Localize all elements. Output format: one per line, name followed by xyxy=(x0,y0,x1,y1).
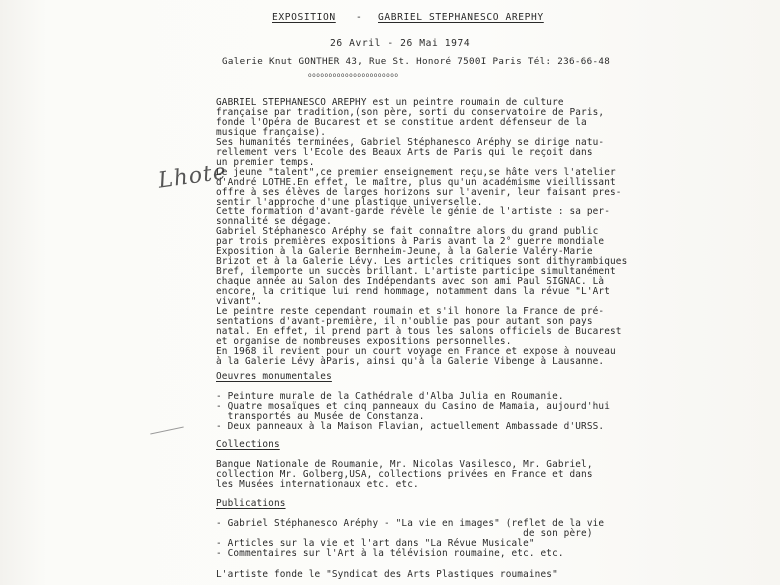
body-line: par trois premières expositions à Paris avant la 2° guerre mondiale xyxy=(216,236,605,248)
body-line: En 1968 il revient pour un court voyage en France et expose à nouveau xyxy=(216,345,616,357)
dot-separator: oooooooooooooooooooooo xyxy=(308,72,399,79)
oeuvres-line: - Deux panneaux à la Maison Flavian, actuellement Ambassade d'URSS. xyxy=(216,421,605,432)
body-line: d'André LOTHE.En effet, le maître, plus qu'un académisme vieillissant xyxy=(216,176,616,188)
publications-line: - Commentaires sur l'Art à la télévision roumaine, etc. etc. xyxy=(216,548,564,559)
exhibition-dates: 26 Avril - 26 Mai 1974 xyxy=(330,38,471,49)
section-heading-collections: Collections xyxy=(216,439,280,450)
body-line: Le peintre reste cependant roumain et s'il honore la France de pré- xyxy=(216,305,605,317)
body-line: Exposition à la Galerie Bernheim-Jeune, à la Galerie Valéry-Marie xyxy=(216,246,593,258)
publications-line: - Articles sur la vie et l'art dans "La Révue Musicale" xyxy=(216,538,535,549)
body-line: à la Galerie Lévy àParis, ainsi qu'à la Galerie Vibenge à Lausanne. xyxy=(216,355,605,367)
body-line: Bref, ilemporte un succès brillant. L'artiste participe simultanément xyxy=(216,266,616,278)
body-line: encore, la critique lui rend hommage, notamment dans la révue "L'Art xyxy=(216,286,611,298)
exposition-label: EXPOSITION xyxy=(272,12,336,23)
publications-line: de son père) xyxy=(216,528,593,539)
section-heading-oeuvres: Oeuvres monumentales xyxy=(216,371,332,382)
body-line: Ses humanités terminées, Gabriel Stéphanesco Aréphy se dirige natu- xyxy=(216,136,605,148)
body-line: sentir l'approche d'une plastique universelle. xyxy=(216,196,483,208)
publications-line: - Gabriel Stéphanesco Aréphy - "La vie en images" (reflet de la vie xyxy=(216,518,605,529)
body-line: française par tradition,(son père, sorti du conservatoire de Paris, xyxy=(216,106,605,118)
body-line: et organise de nombreuses expositions personnelles. xyxy=(216,335,512,347)
body-line: Gabriel Stéphanesco Aréphy se fait connaître alors du grand public xyxy=(216,226,599,238)
body-line: Le jeune "talent",ce premier enseignement reçu,se hâte vers l'atelier xyxy=(216,166,616,178)
gallery-address: Galerie Knut GONTHER 43, Rue St. Honoré 7500I Paris Tél: 236-66-48 xyxy=(222,56,611,67)
body-line: vivant". xyxy=(216,296,263,307)
body-line: natal. En effet, il prend part à tous les salons officiels de Bucarest xyxy=(216,325,622,337)
section-heading-publications: Publications xyxy=(216,498,286,509)
body-line: GABRIEL STEPHANESCO AREPHY est un peintre roumain de culture xyxy=(216,97,564,108)
margin-mark xyxy=(150,426,183,434)
body-line: sentations d'avant-première, il n'oublie pas pour autant son pays xyxy=(216,315,593,327)
collections-line: les Musées internationaux etc. etc. xyxy=(216,479,419,490)
title-dash: - xyxy=(356,12,363,23)
collections-line: collection Mr. Golberg,USA, collections privées en France et dans xyxy=(216,469,593,480)
collections-line: Banque Nationale de Roumanie, Mr. Nicolas Vasilesco, Mr. Gabriel, xyxy=(216,459,593,470)
body-line: Brizot et à la Galerie Lévy. Les articles critiques sont dithyrambiques xyxy=(216,256,628,268)
footer-line: L'artiste fonde le "Syndicat des Arts Plastiques roumaines" xyxy=(216,569,558,580)
body-line: musique française). xyxy=(216,126,327,138)
body-line: fonde l'Opéra de Bucarest et se constitue ardent défenseur de la xyxy=(216,116,587,128)
oeuvres-line: - Peinture murale de la Cathédrale d'Alba Julia en Roumanie. xyxy=(216,391,564,402)
body-line: Cette formation d'avant-garde révèle le génie de l'artiste : sa per- xyxy=(216,206,611,218)
body-line: un premier temps. xyxy=(216,156,315,168)
artist-title: GABRIEL STEPHANESCO AREPHY xyxy=(378,12,544,23)
handwritten-signature: Lhote xyxy=(156,159,229,194)
oeuvres-line: - Quatre mosaïques et cinq panneaux du Casino de Mamaia, aujourd'hui xyxy=(216,401,611,412)
body-line: sonnalité se dégage. xyxy=(216,216,332,228)
body-line: offre à ses élèves de larges horizons sur l'avenir, leur faisant pres- xyxy=(216,186,622,198)
oeuvres-line: transportés au Musée de Constanza. xyxy=(216,411,425,422)
body-line: rellement vers l'Ecole des Beaux Arts de Paris qui le reçoit dans xyxy=(216,146,593,158)
body-line: chaque année au Salon des Indépendants avec son ami Paul SIGNAC. Là xyxy=(216,276,605,288)
